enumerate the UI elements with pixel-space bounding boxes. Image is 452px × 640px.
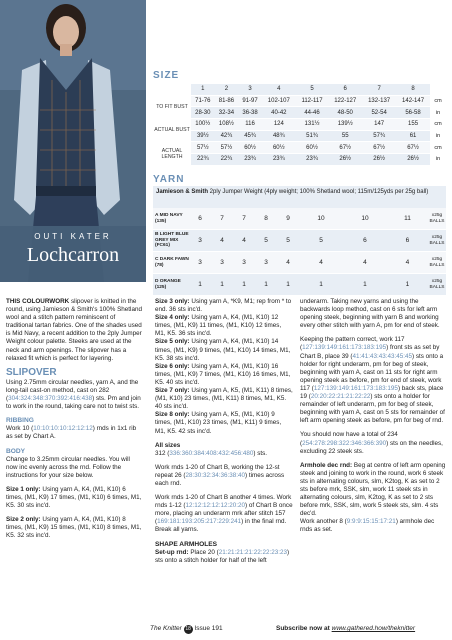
text-run: ) armhole dec rnds as set. (300, 518, 435, 534)
size-cell: 102-107 (262, 95, 296, 107)
unit-cell: in (430, 154, 446, 166)
yarn-unit: x25g BALLS (428, 208, 446, 230)
size-cell: 71-76 (191, 95, 215, 107)
size-values: 336:360:384:408:432:456:480 (169, 449, 254, 457)
yarn-cell: 3 (211, 252, 233, 274)
size-label: Size 5 only: (155, 338, 190, 346)
size-cell: 42¾ (215, 130, 239, 142)
row-label: ACTUAL BUST (153, 119, 191, 142)
size-number: 3 (238, 84, 262, 95)
size-cell: 108½ (215, 119, 239, 131)
text-run: 312 ( (155, 449, 170, 457)
size-5-instructions (155, 338, 293, 362)
size-values: 304:324:348:370:392:416:438 (8, 395, 93, 403)
size-cell: 48-50 (328, 107, 362, 119)
unit-cell: cm (430, 119, 446, 131)
size-cell: 23¾ (262, 154, 296, 166)
text-run: ) of Chart B once more, placing an underarm mrk after stitch 157 ( (155, 502, 293, 526)
size-cell: 124 (262, 119, 296, 131)
ribbing-heading: RIBBING (6, 417, 34, 425)
size-number: 5 (296, 84, 329, 95)
yarn-cell: 3 (189, 230, 211, 252)
size-label: Size 4 only: (155, 314, 190, 322)
text-run: ) sts. Pm and join to work in the round, taking care not to twist sts. (6, 395, 141, 411)
yarn-description (153, 186, 446, 208)
yarn-cell: 3 (255, 252, 277, 274)
text-run: Using yarn A, K4, (M1, K10) 12 times, (M1, K9) 11 times, (M1, K10) 12 times, M1, K5. 36 sts inc'd. (155, 314, 282, 338)
yarn-shade-label: B LIGHT BLUE GREY MIX (FC61) (153, 230, 189, 252)
text-run: Using yarn A, *K9, M1; rep from * to end. 36 sts inc'd. (155, 298, 292, 314)
yarn-unit: x25g BALLS (428, 274, 446, 296)
size-cell: 23¾ (296, 154, 329, 166)
text-run: Using yarn A, K5, (M1, K10) 9 times, (M1, K10) 23 times, (M1, K11) 9 times, M1, K5. 42 sts inc'd. (155, 411, 282, 435)
yarn-cell: 11 (387, 208, 428, 230)
yarn-cell: 1 (255, 274, 277, 296)
size-cell: 23¾ (238, 154, 262, 166)
issue-number: Issue 191 (194, 625, 223, 632)
size-cell: 55 (328, 130, 362, 142)
row-label: ACTUAL LENGTH (153, 142, 191, 165)
yarn-heading: YARN (153, 174, 185, 185)
size-cell: 61 (396, 130, 430, 142)
yarn-shade-label: A MID NAVY (135) (153, 208, 189, 230)
size-row (153, 119, 446, 131)
size-cell: 48¾ (262, 130, 296, 142)
yarn-cell: 6 (189, 208, 211, 230)
size-cell: 22¾ (191, 154, 215, 166)
text-run: Place 20 ( (188, 548, 219, 556)
size-cell: 139½ (328, 119, 362, 131)
size-2-instructions (6, 516, 142, 540)
setup-round-text (155, 549, 293, 565)
pattern-correct-text (300, 336, 446, 425)
size-cell: 60½ (238, 142, 262, 154)
size-values: 9:9:9:15:15:17:21 (346, 518, 396, 526)
size-cell: 26½ (396, 154, 430, 166)
size-cell: 60½ (262, 142, 296, 154)
size-cell: 51¾ (296, 130, 329, 142)
yarn-cell: 1 (277, 274, 299, 296)
size-label: Size 8 only: (155, 411, 190, 419)
size-values: 20:20:22:21:21:22:22 (310, 393, 371, 401)
body-heading: BODY (6, 447, 26, 455)
shape-armholes-heading: SHAPE ARMHOLES (155, 540, 218, 548)
text-run: Work another 8 ( (300, 518, 347, 526)
size-values: 12:12:12:12:12:20:20 (185, 502, 245, 510)
text-run: Using yarn A, K4, (M1, K10) 6 times, (M1, K9) 17 times, (M1, K10) 6 times, M1, K5. 30 sts inc'd. (6, 485, 142, 510)
yarn-row (153, 274, 446, 296)
setup-label: Set-up rnd: (155, 548, 189, 556)
size-cell: 52-54 (362, 107, 396, 119)
size-label: Size 6 only: (155, 362, 190, 370)
yarn-cell: 1 (299, 274, 343, 296)
designer-name: OUTI KATER (34, 232, 112, 241)
size-cell: 44-46 (296, 107, 329, 119)
size-cell: 56-58 (396, 107, 430, 119)
body-text: Change to 3.25mm circular needles. You will now inc evenly across the rnd. Follow the instructions for your size below. (6, 455, 130, 479)
size-cell: 57¾ (362, 130, 396, 142)
size-label: Size 3 only: (155, 298, 190, 305)
armhole-dec-label: Armhole dec rnd: (300, 461, 353, 469)
size-cell: 67½ (362, 142, 396, 154)
subscribe-text: Subscribe now at (276, 625, 332, 632)
size-cell: 67½ (396, 142, 430, 154)
text-run: ) sts onto a stitch holder for half of the left (155, 548, 290, 564)
size-cell: 39½ (191, 130, 215, 142)
armhole-repeat-text (300, 518, 446, 534)
yarn-row (153, 208, 446, 230)
size-cell: 67½ (328, 142, 362, 154)
break-yarns-text: Break all yarns. (155, 526, 199, 534)
size-cell: 91-97 (238, 95, 262, 107)
footer-subscribe (276, 625, 415, 632)
yarn-brand: Jamieson & Smith (156, 189, 209, 195)
yarn-cell: 1 (189, 274, 211, 296)
text-run: ) rnds in 1x1 rib as set by Chart A. (6, 425, 137, 441)
text-run: Using yarn A, K4, (M1, K10) 8 times, (M1, K9) 15 times, (M1, K10) 8 times, M1, K5. 32 sts inc'd. (6, 516, 142, 540)
hero-photo (0, 0, 146, 282)
size-cell: 131½ (296, 119, 329, 131)
text-run: Beg at centre of left arm opening steek and joining to work in the round, work 6 steek sts in alternating colours, slm, K2tog, K as set to 2 sts before mrk, SSK, slm, work 11 steek sts in alternating colours, slm, K2tog, K as set to 2 sts before mrk, SSK, slm, work 5 steek sts, slm. 4 sts dec'd. (300, 461, 446, 518)
all-sizes-text (155, 450, 293, 458)
text-run: You should now have a total of 234 ( (300, 431, 398, 447)
size-cell: 60½ (296, 142, 329, 154)
text-run: Work rnds 1-20 of Chart B, working the 12-st repeat 26 ( (155, 463, 280, 479)
unit-cell: cm (430, 142, 446, 154)
size-cell: 22¾ (215, 154, 239, 166)
title-box (0, 226, 146, 282)
size-row (153, 107, 446, 119)
size-cell: 36-38 (238, 107, 262, 119)
slipover-text (6, 379, 142, 411)
size-row (153, 154, 446, 166)
size-number-row (153, 84, 446, 95)
size-values: 28:30:32:34:36:38:40 (185, 471, 245, 479)
pattern-title: Lochcarron (26, 244, 120, 266)
size-cell: 155 (396, 119, 430, 131)
text-run: Using yarn A, K5, (M1, K11) 8 times, (M1, K10) 23 times, (M1, K11) 8 times, M1, K5. 40 sts inc'd. (155, 387, 293, 411)
text-run: ) front sts as set by Chart B, place 39 ( (300, 344, 440, 360)
size-cell: 26½ (362, 154, 396, 166)
size-values: 10:10:10:10:12:12:12 (33, 425, 93, 433)
size-number: 7 (362, 84, 396, 95)
intro-lead: THIS COLOURWORK (6, 298, 70, 305)
yarn-cell: 3 (233, 252, 255, 274)
footer-magazine (150, 625, 223, 634)
yarn-cell: 4 (211, 230, 233, 252)
size-1-instructions (6, 486, 142, 510)
text-run: Using yarn A, K4, (M1, K10) 16 times, (M1, K9) 7 times, (M1, K10) 16 times, M1, K5. 40 sts inc'd. (155, 362, 291, 386)
size-7-instructions (155, 387, 293, 411)
yarn-cell: 1 (211, 274, 233, 296)
chart-b-repeat-text (155, 494, 293, 526)
size-number: 8 (396, 84, 430, 95)
unit-cell: cm (430, 95, 446, 107)
subscribe-link[interactable]: www.gathered.how/theknitter (331, 625, 416, 632)
yarn-row (153, 252, 446, 274)
size-cell: 26½ (328, 154, 362, 166)
yarn-shade-label: D ORANGE (125) (153, 274, 189, 296)
chart-b-text (155, 464, 293, 488)
page-number: 18 (185, 626, 191, 632)
size-values: 254:278:298:322:346:366:390 (302, 439, 387, 447)
text-run: Work 10 ( (6, 425, 34, 433)
ribbing-text (6, 425, 142, 441)
yarn-cell: 1 (387, 274, 428, 296)
yarn-unit: x25g BALLS (428, 230, 446, 252)
yarn-cell: 7 (211, 208, 233, 230)
unit-cell: in (430, 130, 446, 142)
unit-cell: in (430, 107, 446, 119)
text-run: Work rnds 1-20 of Chart B another 4 times. Work rnds 1-12 ( (155, 494, 292, 510)
total-stitches-text (300, 431, 446, 455)
size-cell: 147 (362, 119, 396, 131)
size-row (153, 95, 446, 107)
size-row (153, 142, 446, 154)
size-cell: 142-147 (396, 95, 430, 107)
text-column-1 (6, 298, 142, 546)
text-run: Using 2.75mm circular needles, yarn A, and the long-tail cast-on method, cast on 282 ( (6, 378, 139, 403)
yarn-cell: 10 (299, 208, 343, 230)
size-number: 2 (215, 84, 239, 95)
all-sizes-label (155, 442, 293, 450)
yarn-row (153, 230, 446, 252)
yarn-cell: 8 (255, 208, 277, 230)
yarn-cell: 1 (233, 274, 255, 296)
size-cell: 112-117 (296, 95, 329, 107)
row-label: TO FIT BUST (153, 95, 191, 118)
size-number: 6 (328, 84, 362, 95)
size-cell: 32-34 (215, 107, 239, 119)
yarn-cell: 6 (387, 230, 428, 252)
yarn-cell: 10 (343, 208, 387, 230)
magazine-name: The Knitter (150, 625, 182, 632)
size-number: 4 (262, 84, 296, 95)
armhole-dec-text (300, 462, 446, 519)
yarn-cell: 5 (277, 230, 299, 252)
size-6-instructions (155, 363, 293, 387)
slipover-heading: SLIPOVER (6, 366, 57, 378)
yarn-cell: 3 (189, 252, 211, 274)
text-run: ) in the final rnd. (241, 518, 287, 526)
yarn-cell: 4 (233, 230, 255, 252)
text-run: ) sts onto a holder for right underarm, pm for beg of steek, beginning with yarn A, cast on 11 sts for right arm opening steek as before, pm for end of steek, work 117 ( (300, 352, 444, 392)
yarn-cell: 5 (255, 230, 277, 252)
all-sizes-heading: All sizes (155, 441, 181, 449)
size-3-instructions (155, 298, 293, 314)
yarn-cell: 4 (387, 252, 428, 274)
size-cell: 57½ (191, 142, 215, 154)
yarn-cell: 4 (277, 252, 299, 274)
size-row (153, 130, 446, 142)
size-cell: 122-127 (328, 95, 362, 107)
yarn-cell: 6 (343, 230, 387, 252)
text-column-3 (300, 298, 446, 541)
text-run: ) sts on the needles, excluding 22 steek sts. (300, 439, 443, 455)
text-run: Using yarn A, K4, (M1, K10) 14 times, (M1, K9) 9 times, (M1, K10) 14 times, M1, K5. 38 sts inc'd. (155, 338, 291, 362)
size-values: 21:21:21:21:22:22:23:23 (218, 548, 287, 556)
size-label: Size 2 only: (6, 516, 41, 524)
yarn-cell: 7 (233, 208, 255, 230)
text-run: ) sts. (253, 449, 268, 457)
size-cell: 57½ (215, 142, 239, 154)
yarn-cell: 1 (343, 274, 387, 296)
size-values: 127:139:149:161:173:183:195 (313, 384, 398, 392)
size-table (153, 84, 446, 166)
size-values: 127:139:149:161:173:183:195 (302, 344, 387, 352)
yarn-shade-label: C DARK FAWN (78) (153, 252, 189, 274)
size-number: 1 (191, 84, 215, 95)
intro-text: slipover is knitted in the round, using Jamieson & Smith's 100% Shetland wool and a stitch pattern reminiscent of traditional tartan fabrics. One of the shades used is Mid Navy, a recent addition to the 2ply Jumper Weight colour palette. Steeks are used at the neck and arm openings. The slipover has a relaxed fit which is perfect for layering. (6, 298, 142, 362)
size-label: Size 1 only: (6, 485, 41, 493)
size-values: 41:41:43:43:43:45:45 (352, 352, 413, 360)
size-cell: 132-137 (362, 95, 396, 107)
yarn-unit: x25g BALLS (428, 252, 446, 274)
size-cell: 81-86 (215, 95, 239, 107)
size-label: Size 7 only: (155, 387, 190, 395)
steek-text: underarm. Taking new yarns and using the backwards loop method, cast on 6 sts for left arm opening steek, beginning with yarn B and working every other stitch with yarn A, pm for end of steek. (300, 298, 440, 330)
size-heading: SIZE (153, 70, 180, 81)
size-cell: 100½ (191, 119, 215, 131)
yarn-cell: 4 (343, 252, 387, 274)
size-values: 169:181:193:205:217:229:241 (157, 518, 242, 526)
yarn-details: 2ply Jumper Weight (4ply weight; 100% Shetland wool; 115m/125yds per 25g ball) (208, 189, 429, 195)
size-4-instructions (155, 314, 293, 338)
yarn-cell: 4 (299, 252, 343, 274)
text-run: ) times across each rnd. (155, 471, 285, 487)
text-column-2 (155, 298, 293, 571)
size-8-instructions (155, 411, 293, 435)
size-cell: 28-30 (191, 107, 215, 119)
size-cell: 40-42 (262, 107, 296, 119)
text-run: ) back sts, place 19 ( (300, 384, 444, 401)
yarn-cell: 5 (299, 230, 343, 252)
size-cell: 45¾ (238, 130, 262, 142)
text-run: Keeping the pattern correct, work 117 ( (300, 336, 405, 352)
text-run: ) sts onto a holder for remainder of left underarm, pm for beg of steek, beginning with yarn A, cast on 5 sts for remainder of left arm opening steek as before, pm for beg of rnd. (300, 393, 445, 425)
intro-paragraph (6, 298, 142, 363)
yarn-table (153, 208, 446, 296)
yarn-cell: 9 (277, 208, 299, 230)
size-cell: 116 (238, 119, 262, 131)
